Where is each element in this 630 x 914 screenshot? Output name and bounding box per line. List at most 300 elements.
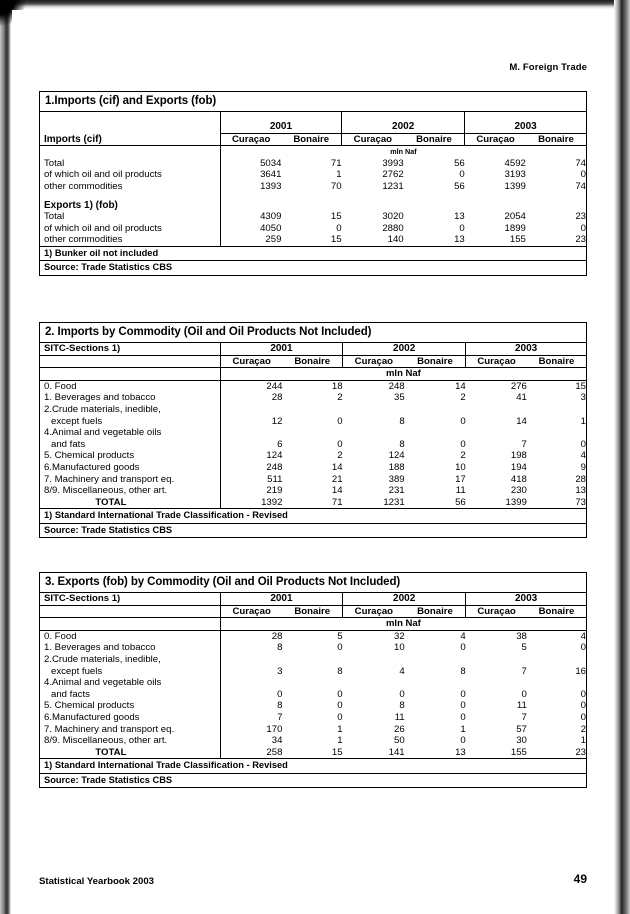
value-cell: 11 [455,485,466,497]
value-cell: 71 [330,157,342,169]
value-cell: 56 [454,180,465,192]
cell-blank [343,677,405,689]
cell-blank [220,654,282,666]
value-cell: 7 [521,711,527,723]
value-cell: 11 [394,711,405,723]
cell-blank [405,427,466,439]
table-row [40,700,586,712]
value-cell: 14 [331,485,343,497]
value-cell: 1393 [220,181,281,193]
value-cell: 124 [220,450,282,462]
value-cell: 0 [580,222,586,234]
row-label: other commodities [40,234,220,246]
place-header: Curaçao [220,355,282,368]
value-cell: 56 [454,157,465,169]
table-row [40,380,586,392]
value-cell: 1 [460,723,466,735]
value-cell: 0 [580,438,586,450]
value-cell: 170 [220,724,282,736]
cell-blank [527,654,586,666]
value-cell: 1 [580,735,586,747]
table-3-place-row [40,605,586,618]
table-row [40,666,586,678]
cell-blank [343,427,405,439]
row-label: 4.Animal and vegetable oils [40,427,220,439]
total-value: 141 [388,746,405,758]
table-1-spacer-row [40,193,586,200]
value-cell: 4 [580,450,586,462]
scan-edge-left [0,0,11,914]
table-3-unit-row [40,618,586,631]
cell-blank [220,404,282,416]
value-cell: 0 [459,169,465,181]
year-header: 2002 [343,593,466,605]
cell-blank [220,200,281,212]
cell-blank [405,677,466,689]
value-cell: 2762 [382,169,404,181]
value-cell: 10 [393,642,405,654]
table-2-source: Source: Trade Statistics CBS [40,523,586,538]
row-label: 2.Crude materials, inedible, [40,654,220,666]
cell-blank [40,355,220,368]
value-cell: 0 [220,689,282,701]
place-header: Bonaire [526,133,586,146]
cell-blank [343,404,405,416]
total-value: 1392 [220,497,282,509]
value-cell: 14 [455,380,466,392]
value-cell: 231 [388,485,405,497]
value-cell: 4592 [504,157,526,169]
value-cell: 57 [516,723,527,735]
table-row [40,416,586,428]
cell-blank [466,654,527,666]
place-header: Curaçao [342,133,404,146]
row-label: 8/9. Miscellaneous, other art. [40,735,220,747]
place-header: Curaçao [466,355,527,368]
row-label: 5. Chemical products [40,700,220,712]
value-cell: 7 [521,438,527,450]
cell-blank [40,368,220,381]
place-header: Bonaire [405,605,466,618]
table-row [40,169,586,181]
row-label: 1. Beverages and tobacco [40,642,220,654]
table-row [40,474,586,486]
cell-blank [466,404,527,416]
value-cell: 4 [399,665,405,677]
cell-blank [40,605,220,618]
value-cell: 6 [220,439,282,451]
year-header: 2002 [342,121,465,133]
corner-label: SITC-Sections 1) [40,343,220,355]
value-cell: 0 [460,415,466,427]
cell-blank [527,427,586,439]
place-header: Bonaire [527,355,586,368]
value-cell: 4 [580,630,586,642]
value-cell: 0 [460,642,466,654]
value-cell: 188 [388,461,405,473]
cell-blank [527,404,586,416]
row-label: of which oil and oil products [40,169,220,181]
cell-blank [220,112,341,121]
table-row-continued [40,677,586,689]
table-3 [40,593,586,758]
table-2-block [39,322,587,538]
cell-blank [40,146,220,158]
value-cell: 28 [220,392,282,404]
cell-blank [220,193,281,200]
value-cell: 0 [460,688,466,700]
cell-blank [465,200,526,212]
table-2-place-row [40,355,586,368]
cell-blank [465,193,526,200]
value-cell: 124 [388,450,405,462]
value-cell: 8 [399,438,405,450]
cell-blank [40,121,220,133]
cell-blank [282,404,342,416]
value-cell: 1 [580,415,586,427]
value-cell: 0 [580,169,586,181]
place-header: Bonaire [404,133,465,146]
table-2-title: 2. Imports by Commodity (Oil and Oil Products Not Included) [40,323,586,343]
total-value: 73 [575,496,586,508]
value-cell: 3193 [504,169,526,181]
value-cell: 7 [521,665,527,677]
total-value: 71 [331,496,343,508]
value-cell: 74 [575,180,586,192]
table-row [40,211,586,223]
running-head: M. Foreign Trade [509,62,587,73]
value-cell: 0 [337,438,343,450]
value-cell: 1231 [382,180,404,192]
table-1-year-row [40,121,586,133]
value-cell: 4 [460,630,466,642]
value-cell: 13 [454,211,465,223]
corner-label: SITC-Sections 1) [40,593,220,605]
place-header: Bonaire [282,355,342,368]
value-cell: 34 [220,735,282,747]
table-row [40,630,586,642]
table-3-title: 3. Exports (fob) by Commodity (Oil and Oil Products Not Included) [40,573,586,593]
table-3-source: Source: Trade Statistics CBS [40,773,586,788]
value-cell: 1 [337,735,343,747]
value-cell: 0 [580,711,586,723]
place-header: Curaçao [466,605,527,618]
value-cell: 70 [330,180,342,192]
unit-label: mln Naf [220,368,586,381]
table-1-footnote: 1) Bunker oil not included [40,246,586,261]
table-2 [40,343,586,508]
value-cell: 194 [510,461,527,473]
value-cell: 15 [330,234,342,246]
value-cell: 8 [460,665,466,677]
section-label-imports: Imports (cif) [40,133,220,146]
cell-blank [281,200,341,212]
table-1 [40,112,586,246]
value-cell: 418 [510,473,527,485]
value-cell: 219 [220,485,282,497]
year-header: 2001 [220,121,341,133]
cell-blank [220,427,282,439]
year-header: 2002 [343,343,466,355]
value-cell: 0 [399,688,405,700]
value-cell: 389 [388,473,405,485]
table-2-footnote: 1) Standard International Trade Classification - Revised [40,508,586,523]
cell-blank [404,200,465,212]
table-row [40,735,586,747]
value-cell: 2 [337,392,343,404]
row-label: 8/9. Miscellaneous, other art. [40,485,220,497]
value-cell: 0 [580,688,586,700]
place-header: Curaçao [465,133,526,146]
value-cell: 2 [460,392,466,404]
cell-blank [526,200,586,212]
value-cell: 28 [220,630,282,642]
row-label-second-line: and facts [40,689,220,701]
value-cell: 0 [460,700,466,712]
value-cell: 3993 [382,157,404,169]
value-cell: 14 [516,415,527,427]
value-cell: 35 [393,392,405,404]
value-cell: 23 [575,211,586,223]
total-value: 1399 [505,496,527,508]
place-header: Bonaire [282,605,342,618]
row-label: Total [40,158,220,170]
value-cell: 32 [393,630,405,642]
cell-blank [40,112,220,121]
total-value: 258 [220,747,282,759]
value-cell: 18 [331,380,343,392]
value-cell: 1899 [504,222,526,234]
row-label: Total [40,211,220,223]
value-cell: 8 [220,700,282,712]
row-label: of which oil and oil products [40,223,220,235]
cell-blank [405,404,466,416]
value-cell: 3641 [220,169,281,181]
value-cell: 5 [521,642,527,654]
table-row [40,223,586,235]
table-2-unit-row [40,368,586,381]
table-row-continued [40,654,586,666]
year-header: 2003 [466,343,586,355]
value-cell: 0 [521,688,527,700]
document-page [12,10,614,910]
year-header: 2003 [465,121,586,133]
table-row [40,724,586,736]
value-cell: 8 [399,415,405,427]
section-label-exports: Exports 1) (fob) [40,200,220,212]
value-cell: 0 [460,735,466,747]
value-cell: 0 [337,688,343,700]
cell-blank [342,112,465,121]
value-cell: 2 [460,450,466,462]
value-cell: 13 [575,485,586,497]
value-cell: 11 [516,700,527,712]
cell-blank [282,677,342,689]
place-header: Curaçao [220,133,281,146]
table-1-title: 1.Imports (cif) and Exports (fob) [40,92,586,112]
table-3-block [39,572,587,788]
unit-label: mln Naf [220,146,586,158]
row-label: 5. Chemical products [40,450,220,462]
cell-blank [526,193,586,200]
row-label: other commodities [40,181,220,193]
total-value: 1231 [383,496,405,508]
cell-blank [405,654,466,666]
value-cell: 511 [220,474,282,486]
value-cell: 23 [575,234,586,246]
value-cell: 8 [399,700,405,712]
value-cell: 1399 [504,180,526,192]
table-1-block [39,91,587,276]
year-header: 2001 [220,343,342,355]
place-header: Bonaire [281,133,341,146]
table-row [40,392,586,404]
table-2-year-row [40,343,586,355]
total-value: 56 [455,496,466,508]
table-row [40,181,586,193]
cell-blank [527,677,586,689]
value-cell: 3020 [382,211,404,223]
footer-title: Statistical Yearbook 2003 [39,876,155,887]
value-cell: 0 [580,642,586,654]
cell-blank [404,193,465,200]
table-row [40,439,586,451]
value-cell: 140 [387,234,404,246]
place-header: Bonaire [405,355,466,368]
row-label: 6.Manufactured goods [40,462,220,474]
value-cell: 8 [220,642,282,654]
value-cell: 9 [580,461,586,473]
total-value: 15 [331,746,343,758]
table-row [40,234,586,246]
value-cell: 0 [337,415,343,427]
value-cell: 4309 [220,211,281,223]
value-cell: 2054 [504,211,526,223]
value-cell: 0 [336,222,342,234]
value-cell: 0 [460,711,466,723]
table-row [40,689,586,701]
value-cell: 1 [337,723,343,735]
value-cell: 0 [459,222,465,234]
value-cell: 0 [460,438,466,450]
value-cell: 3 [580,392,586,404]
value-cell: 259 [220,234,281,246]
value-cell: 17 [455,473,466,485]
table-3-footnote: 1) Standard International Trade Classification - Revised [40,758,586,773]
value-cell: 248 [388,380,405,392]
value-cell: 248 [220,462,282,474]
value-cell: 15 [330,211,342,223]
table-row-continued [40,404,586,416]
value-cell: 16 [575,665,586,677]
value-cell: 21 [331,473,343,485]
cell-blank [466,677,527,689]
row-label-second-line: except fuels [40,666,220,678]
table-1-place-row [40,133,586,146]
value-cell: 7 [220,712,282,724]
year-header: 2003 [466,593,586,605]
cell-blank [343,654,405,666]
value-cell: 244 [220,380,282,392]
row-label-second-line: except fuels [40,416,220,428]
value-cell: 230 [510,485,527,497]
cell-blank [220,677,282,689]
table-row [40,712,586,724]
value-cell: 41 [516,392,527,404]
total-label: TOTAL [40,497,220,509]
value-cell: 8 [337,665,343,677]
table-row [40,485,586,497]
row-label: 7. Machinery and transport eq. [40,724,220,736]
cell-blank [281,193,341,200]
row-label: 4.Animal and vegetable oils [40,677,220,689]
total-label: TOTAL [40,747,220,759]
cell-blank [466,427,527,439]
cell-blank [465,112,586,121]
value-cell: 2880 [382,222,404,234]
value-cell: 38 [516,630,527,642]
row-label-second-line: and fats [40,439,220,451]
row-label: 2.Crude materials, inedible, [40,404,220,416]
unit-label: mln Naf [220,618,586,631]
value-cell: 0 [580,700,586,712]
cell-blank [40,193,220,200]
value-cell: 26 [393,723,405,735]
value-cell: 30 [516,735,527,747]
value-cell: 2 [337,450,343,462]
table-3-total-row [40,747,586,759]
scan-edge-top [0,0,630,9]
value-cell: 155 [509,234,526,246]
total-value: 23 [575,746,586,758]
value-cell: 276 [510,380,527,392]
cell-blank [40,618,220,631]
value-cell: 3 [220,666,282,678]
table-row-continued [40,427,586,439]
year-header: 2001 [220,593,342,605]
value-cell: 15 [575,380,586,392]
value-cell: 2 [580,723,586,735]
value-cell: 74 [575,157,586,169]
cell-blank [282,427,342,439]
table-row [40,642,586,654]
value-cell: 28 [575,473,586,485]
total-value: 155 [510,746,527,758]
table-3-year-row [40,593,586,605]
table-row [40,158,586,170]
value-cell: 5034 [220,158,281,170]
place-header: Bonaire [527,605,586,618]
place-header: Curaçao [343,605,405,618]
row-label: 1. Beverages and tobacco [40,392,220,404]
value-cell: 13 [454,234,465,246]
table-1-unit-row [40,146,586,158]
row-label: 0. Food [40,630,220,642]
value-cell: 0 [337,700,343,712]
row-label: 7. Machinery and transport eq. [40,474,220,486]
value-cell: 0 [337,711,343,723]
cell-blank [342,200,404,212]
value-cell: 1 [336,169,342,181]
value-cell: 0 [337,642,343,654]
row-label: 6.Manufactured goods [40,712,220,724]
value-cell: 12 [220,416,282,428]
scan-edge-right [614,0,630,914]
table-1-group-spacer-row [40,112,586,121]
value-cell: 4050 [220,223,281,235]
table-1-exports-header-row [40,200,586,212]
cell-blank [342,193,404,200]
